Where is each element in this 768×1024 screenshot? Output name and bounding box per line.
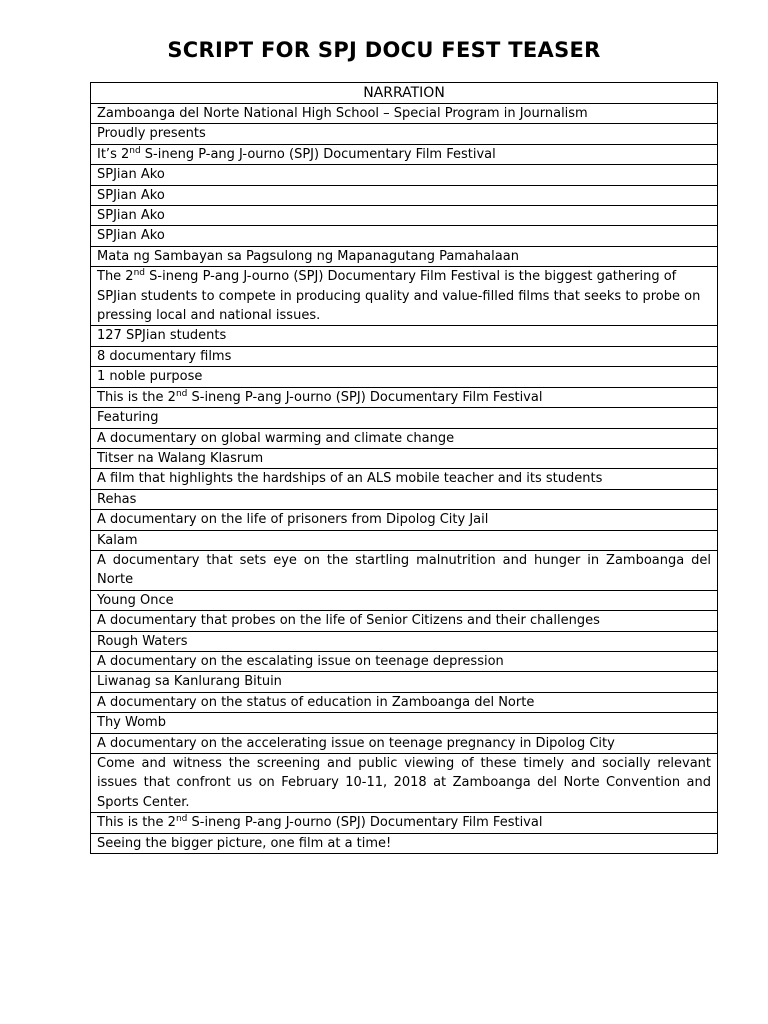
table-row: [91, 754, 718, 813]
narration-line: Kalam: [91, 530, 718, 550]
narration-line: [91, 387, 718, 407]
narration-line: [91, 144, 718, 164]
table-row: [91, 206, 718, 226]
table-row: [91, 692, 718, 712]
narration-line: A documentary on the status of education in Zamboanga del Norte: [91, 692, 718, 712]
narration-text-before-ordinal: This is the 2: [97, 815, 176, 831]
narration-line: A documentary on the escalating issue on teenage depression: [91, 651, 718, 671]
narration-line: 1 noble purpose: [91, 367, 718, 387]
table-row: [91, 326, 718, 346]
narration-line: SPJian Ako: [91, 226, 718, 246]
ordinal-suffix: nd: [133, 268, 146, 279]
table-row: [91, 246, 718, 266]
narration-line: A documentary on the life of prisoners from Dipolog City Jail: [91, 510, 718, 530]
table-row: [91, 651, 718, 671]
table-row: [91, 813, 718, 833]
narration-table: [90, 82, 718, 854]
narration-text-before-ordinal: This is the 2: [97, 389, 176, 405]
table-row: [91, 428, 718, 448]
table-row: [91, 611, 718, 631]
table-row: [91, 144, 718, 164]
narration-text-after-ordinal: S-ineng P-ang J-ourno (SPJ) Documentary Film Festival: [187, 389, 543, 405]
table-row: [91, 510, 718, 530]
table-row: [91, 267, 718, 326]
narration-line: 8 documentary films: [91, 346, 718, 366]
table-row: [91, 367, 718, 387]
narration-line: Zamboanga del Norte National High School – Special Program in Journalism: [91, 104, 718, 124]
table-row: [91, 226, 718, 246]
document-title: SCRIPT FOR SPJ DOCU FEST TEASER: [167, 38, 601, 62]
narration-line: A film that highlights the hardships of an ALS mobile teacher and its students: [91, 469, 718, 489]
narration-text-after-ordinal: S-ineng P-ang J-ourno (SPJ) Documentary Film Festival: [187, 815, 543, 831]
narration-line: [91, 813, 718, 833]
table-row: [91, 104, 718, 124]
table-row: [91, 833, 718, 853]
narration-text-before-ordinal: The 2: [97, 269, 134, 285]
table-row: [91, 530, 718, 550]
narration-line: Liwanag sa Kanlurang Bituin: [91, 672, 718, 692]
narration-text-after-ordinal: S-ineng P-ang J-ourno (SPJ) Documentary Film Festival is the biggest gathering of SPJian students to compete in producing quality and value-filled films that seeks to probe on pressing local and national issues.: [97, 269, 701, 324]
narration-line: 127 SPJian students: [91, 326, 718, 346]
table-row: [91, 124, 718, 144]
table-row: [91, 448, 718, 468]
narration-line: SPJian Ako: [91, 185, 718, 205]
narration-line: Featuring: [91, 408, 718, 428]
table-row: [91, 733, 718, 753]
narration-line: Young Once: [91, 590, 718, 610]
narration-text-before-ordinal: It’s 2: [97, 146, 130, 162]
table-row: [91, 387, 718, 407]
table-row: [91, 550, 718, 590]
narration-line: Mata ng Sambayan sa Pagsulong ng Mapanagutang Pamahalaan: [91, 246, 718, 266]
table-row: [91, 408, 718, 428]
narration-line: Seeing the bigger picture, one film at a time!: [91, 833, 718, 853]
narration-line: A documentary that probes on the life of Senior Citizens and their challenges: [91, 611, 718, 631]
narration-line: Come and witness the screening and public viewing of these timely and socially relevant issues that confront us on February 10-11, 2018 at Zamboanga del Norte Convention and Sports Center.: [91, 754, 718, 813]
narration-rows: [91, 104, 718, 854]
narration-line: Titser na Walang Klasrum: [91, 448, 718, 468]
narration-line: SPJian Ako: [91, 165, 718, 185]
narration-line: A documentary on the accelerating issue on teenage pregnancy in Dipolog City: [91, 733, 718, 753]
narration-line: A documentary that sets eye on the startling malnutrition and hunger in Zamboanga del Norte: [91, 550, 718, 590]
table-row: [91, 489, 718, 509]
table-row: [91, 346, 718, 366]
table-header-row: [91, 83, 718, 104]
table-row: [91, 672, 718, 692]
narration-line: Proudly presents: [91, 124, 718, 144]
table-row: [91, 631, 718, 651]
narration-line: [91, 267, 718, 326]
ordinal-suffix: nd: [175, 814, 188, 825]
table-row: [91, 590, 718, 610]
narration-column-header: NARRATION: [91, 83, 718, 104]
narration-line: SPJian Ako: [91, 206, 718, 226]
table-row: [91, 469, 718, 489]
table-row: [91, 165, 718, 185]
narration-line: Rough Waters: [91, 631, 718, 651]
narration-line: A documentary on global warming and climate change: [91, 428, 718, 448]
table-row: [91, 185, 718, 205]
ordinal-suffix: nd: [129, 145, 141, 156]
table-row: [91, 713, 718, 733]
narration-text-after-ordinal: S-ineng P-ang J-ourno (SPJ) Documentary Film Festival: [140, 146, 496, 162]
narration-line: Thy Womb: [91, 713, 718, 733]
ordinal-suffix: nd: [175, 388, 188, 399]
narration-line: Rehas: [91, 489, 718, 509]
